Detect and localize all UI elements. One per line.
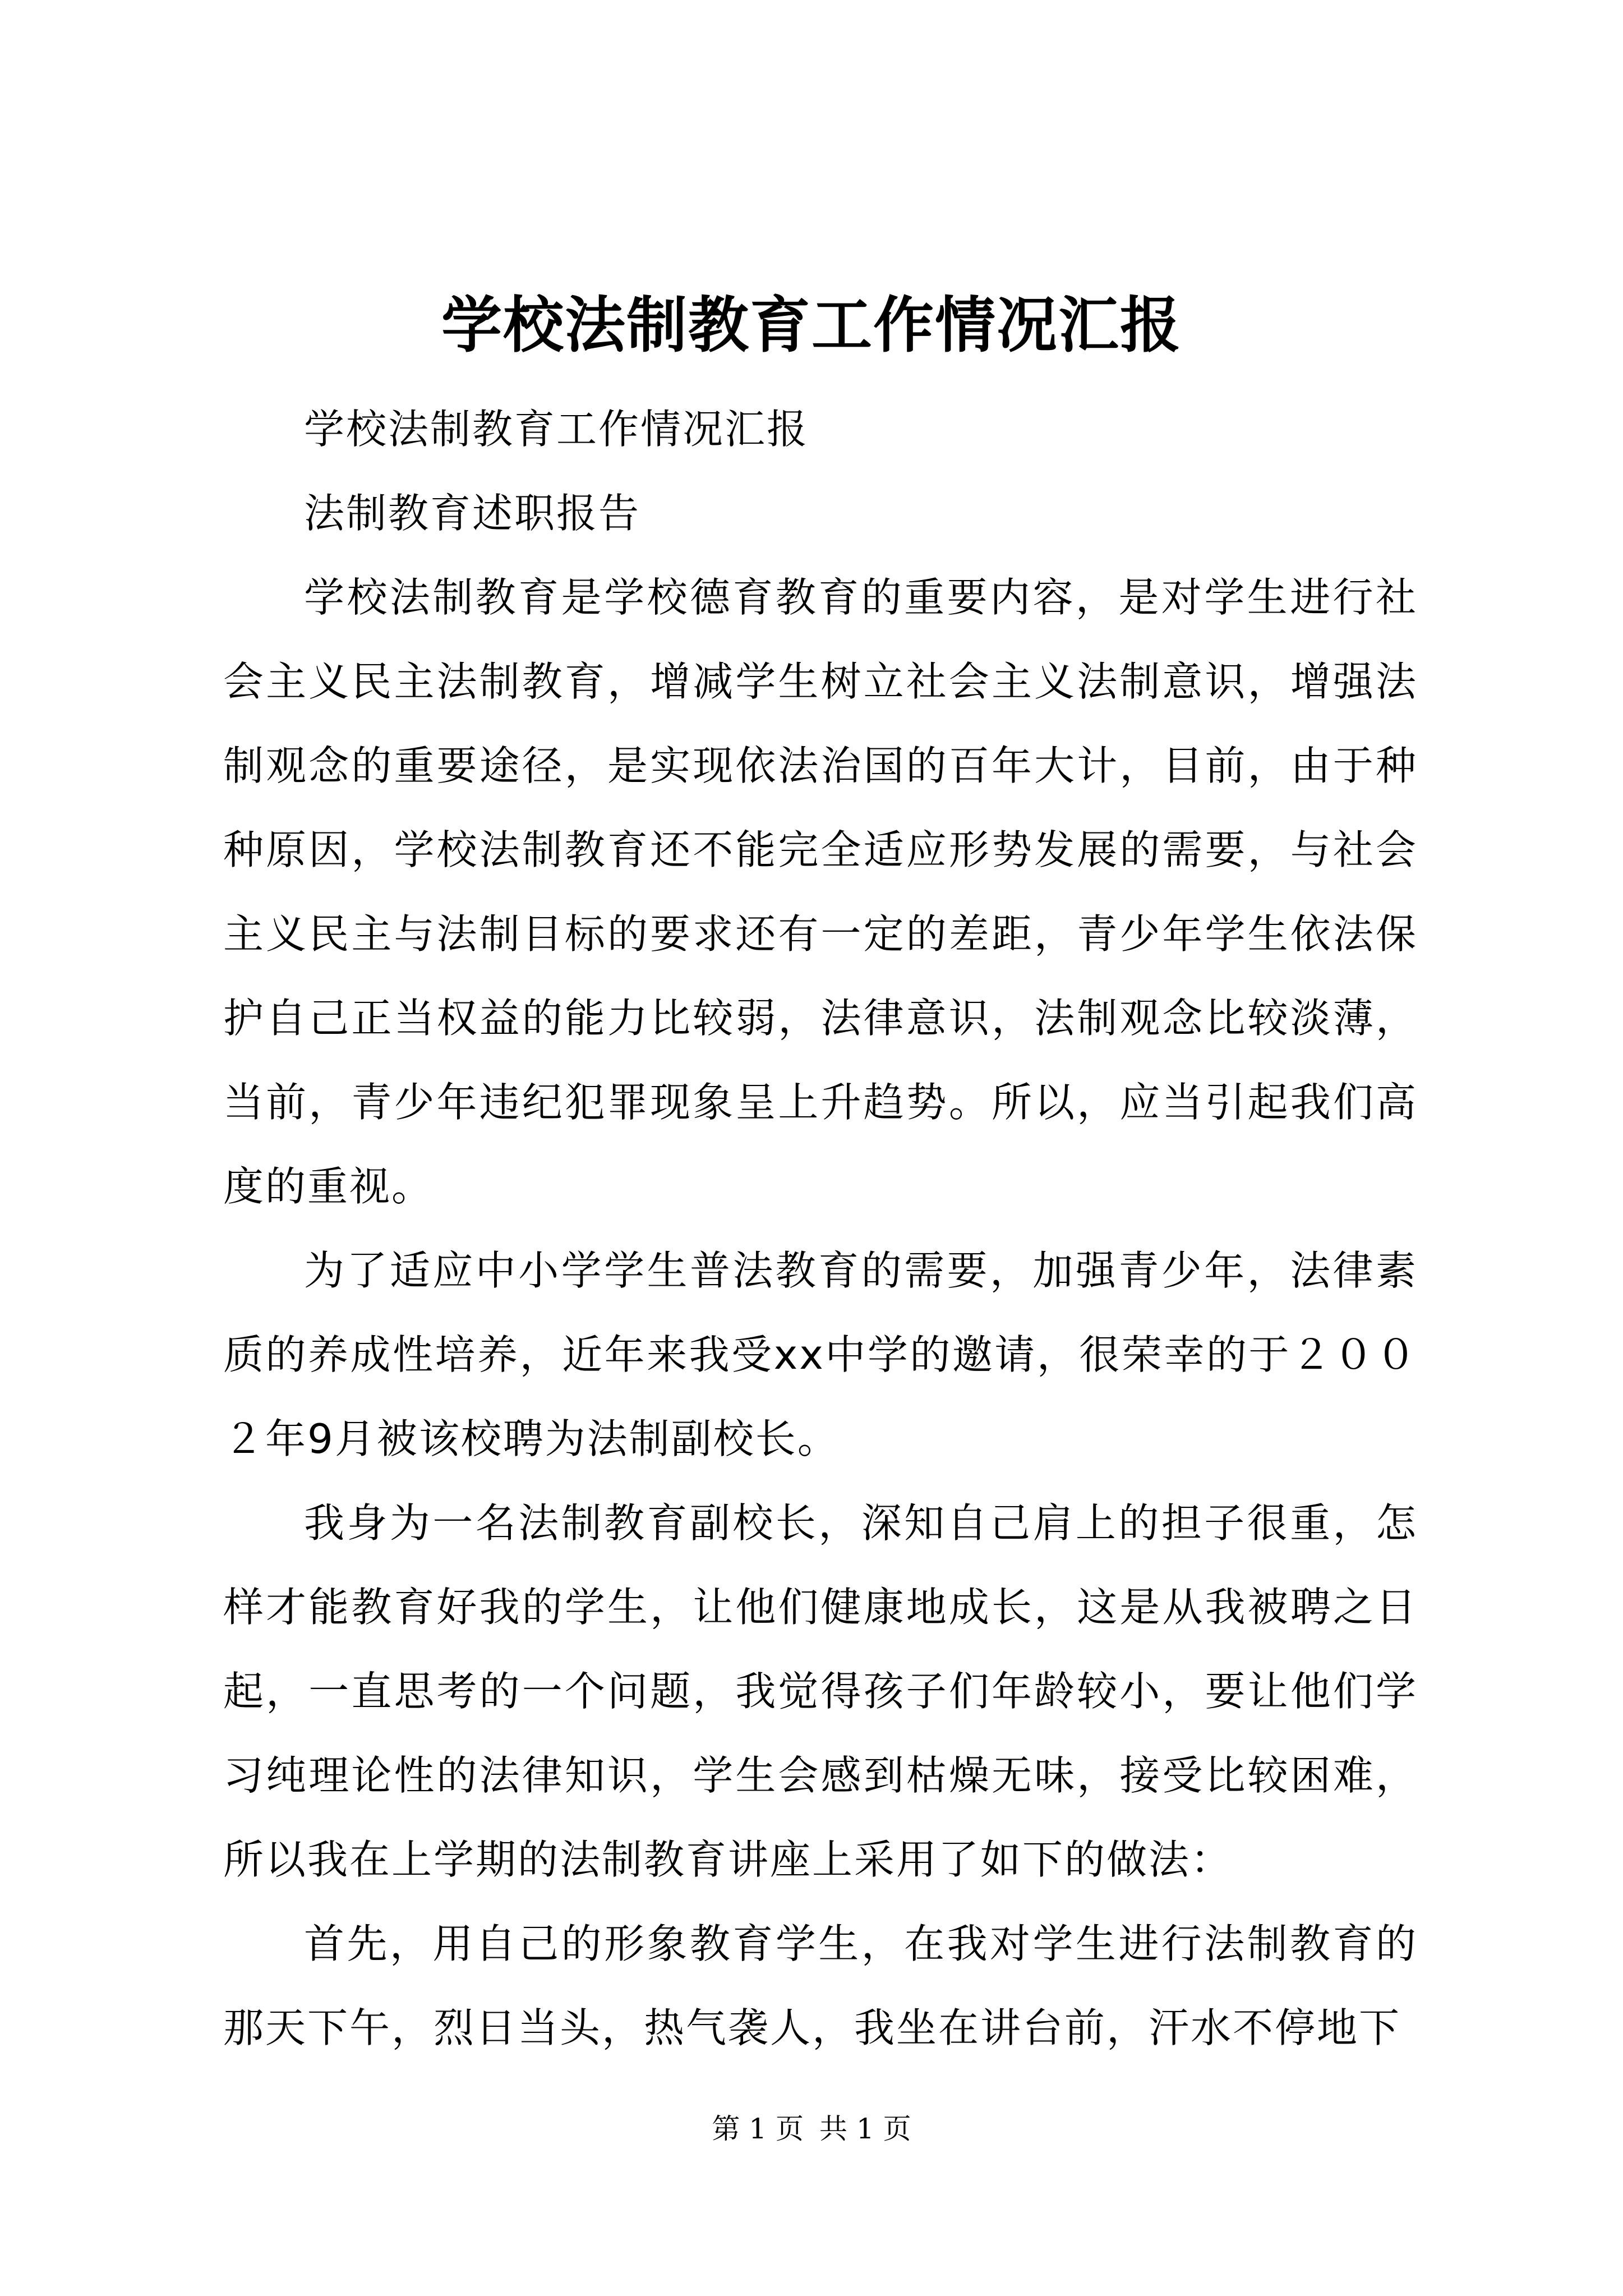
paragraph-method-first: 首先，用自己的形象教育学生，在我对学生进行法制教育的那天下午，烈日当头，热气袭人，我坐在讲台前，汗水不停地下 <box>223 1920 1418 2051</box>
page-total: 共 1 页 <box>819 2113 911 2145</box>
document-body <box>223 387 1418 2070</box>
page-number: 第 1 页 <box>712 2113 804 2145</box>
paragraph-appointment: 为了适应中小学学生普法教育的需要，加强青少年，法律素质的养成性培养，近年来我受xx中学的邀请，很荣幸的于２００２年9月被该校聘为法制副校长。 <box>223 1247 1418 1462</box>
document-title: 学校法制教育工作情况汇报 <box>441 290 1182 361</box>
page-footer <box>0 2106 1623 2151</box>
paragraph-intro: 学校法制教育是学校德育教育的重要内容，是对学生进行社会主义民主法制教育，增减学生树立社会主义法制意识，增强法制观念的重要途径，是实现依法治国的百年大计，目前，由于种种原因，学校法制教育还不能完全适应形势发展的需要，与社会主义民主与法制目标的要求还有一定的差距，青少年学生依法保护自己正当权益的能力比较弱，法律意识，法制观念比较淡薄，当前，青少年违纪犯罪现象呈上升趋势。所以，应当引起我们高度的重视。 <box>223 574 1418 1210</box>
paragraph-reflection: 我身为一名法制教育副校长，深知自己肩上的担子很重，怎样才能教育好我的学生，让他们健康地成长，这是从我被聘之日起，一直思考的一个问题，我觉得孩子们年龄较小，要让他们学习纯理论性的法律知识，学生会感到枯燥无味，接受比较困难，所以我在上学期的法制教育讲座上采用了如下的做法： <box>223 1499 1418 1883</box>
paragraph-report-type: 法制教育述职报告 <box>304 490 641 537</box>
paragraph-subtitle: 学校法制教育工作情况汇报 <box>304 406 809 453</box>
